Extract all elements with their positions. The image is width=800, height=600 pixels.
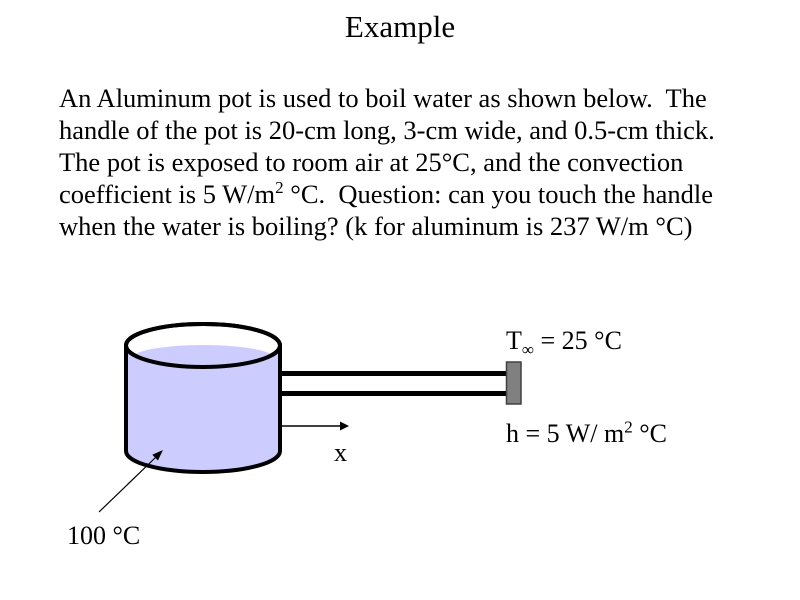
problem-line: The pot is exposed to room air at 25°C, and the convection	[59, 147, 684, 177]
x-axis-arrowhead	[340, 422, 349, 431]
ambient-conditions-label	[506, 263, 667, 480]
x-axis-label: x	[334, 438, 347, 467]
superscript-exponent: 2	[275, 178, 284, 198]
infinity-subscript: ∞	[521, 340, 535, 360]
problem-line: when the water is boiling? (k for aluminum is 237 W/m °C)	[59, 211, 693, 241]
problem-line: An Aluminum pot is used to boil water as shown below. The	[59, 83, 707, 113]
slide-title: Example	[344, 9, 456, 44]
problem-line: handle of the pot is 20-cm long, 3-cm wide, and 0.5-cm thick.	[59, 115, 715, 145]
problem-line: coefficient is 5 $W/m^2$ °C. Question: can you touch the handle	[59, 178, 713, 209]
ambient-temperature-label: $T_\infty = 25$ °C	[506, 326, 622, 360]
boiling-temperature-label: 100 °C	[67, 521, 141, 550]
superscript-exponent: 2	[624, 417, 633, 437]
convection-coefficient-label: h = 5 W/ $m^2$ °C	[506, 417, 667, 448]
temp-arrow-line	[99, 458, 156, 513]
